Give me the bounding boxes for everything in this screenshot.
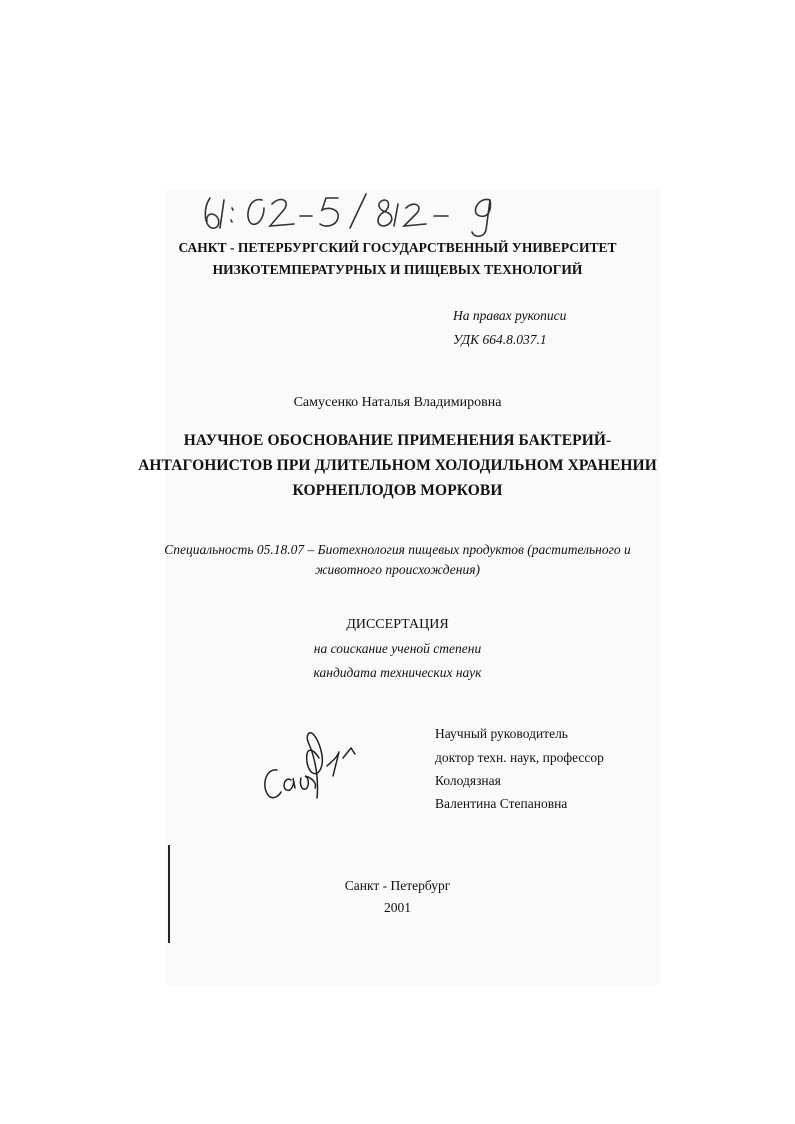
dissertation-degree-line-1: на соискание ученой степени (313, 641, 482, 656)
year: 2001 (384, 900, 411, 915)
author-signature (255, 718, 365, 818)
manuscript-rights: На правах рукописи (453, 308, 567, 323)
udk-code: УДК 664.8.037.1 (453, 332, 547, 347)
supervisor-role: Научный руководитель (435, 726, 568, 741)
title-line-2: АНТАГОНИСТОВ ПРИ ДЛИТЕЛЬНОМ ХОЛОДИЛЬНОМ ХРАНЕНИИ (138, 457, 657, 474)
author-name: Самусенко Наталья Владимировна (293, 395, 502, 410)
dissertation-degree-line-2: кандидата технических наук (313, 665, 482, 680)
title-line-1: НАУЧНОЕ ОБОСНОВАНИЕ ПРИМЕНЕНИЯ БАКТЕРИЙ- (183, 432, 612, 449)
scan-margin-line (168, 845, 170, 943)
university-line-2: НИЗКОТЕМПЕРАТУРНЫХ И ПИЩЕВЫХ ТЕХНОЛОГИЙ (212, 262, 583, 277)
specialty-line-2: животного происхождения) (315, 562, 480, 577)
supervisor-surname: Колодязная (435, 773, 501, 788)
supervisor-degree: доктор техн. наук, профессор (435, 750, 604, 765)
university-line-1: САНКТ - ПЕТЕРБУРГСКИЙ ГОСУДАРСТВЕННЫЙ УНИВЕРСИТЕТ (178, 240, 617, 255)
page-sheet (165, 190, 660, 985)
handwritten-shelf-mark (200, 186, 520, 246)
dissertation-heading: ДИССЕРТАЦИЯ (346, 617, 449, 632)
city: Санкт - Петербург (344, 878, 451, 893)
supervisor-name: Валентина Степановна (435, 796, 568, 811)
title-line-3: КОРНЕПЛОДОВ МОРКОВИ (292, 482, 503, 499)
specialty-line-1: Специальность 05.18.07 – Биотехнология пищевых продуктов (растительного и (164, 542, 631, 557)
